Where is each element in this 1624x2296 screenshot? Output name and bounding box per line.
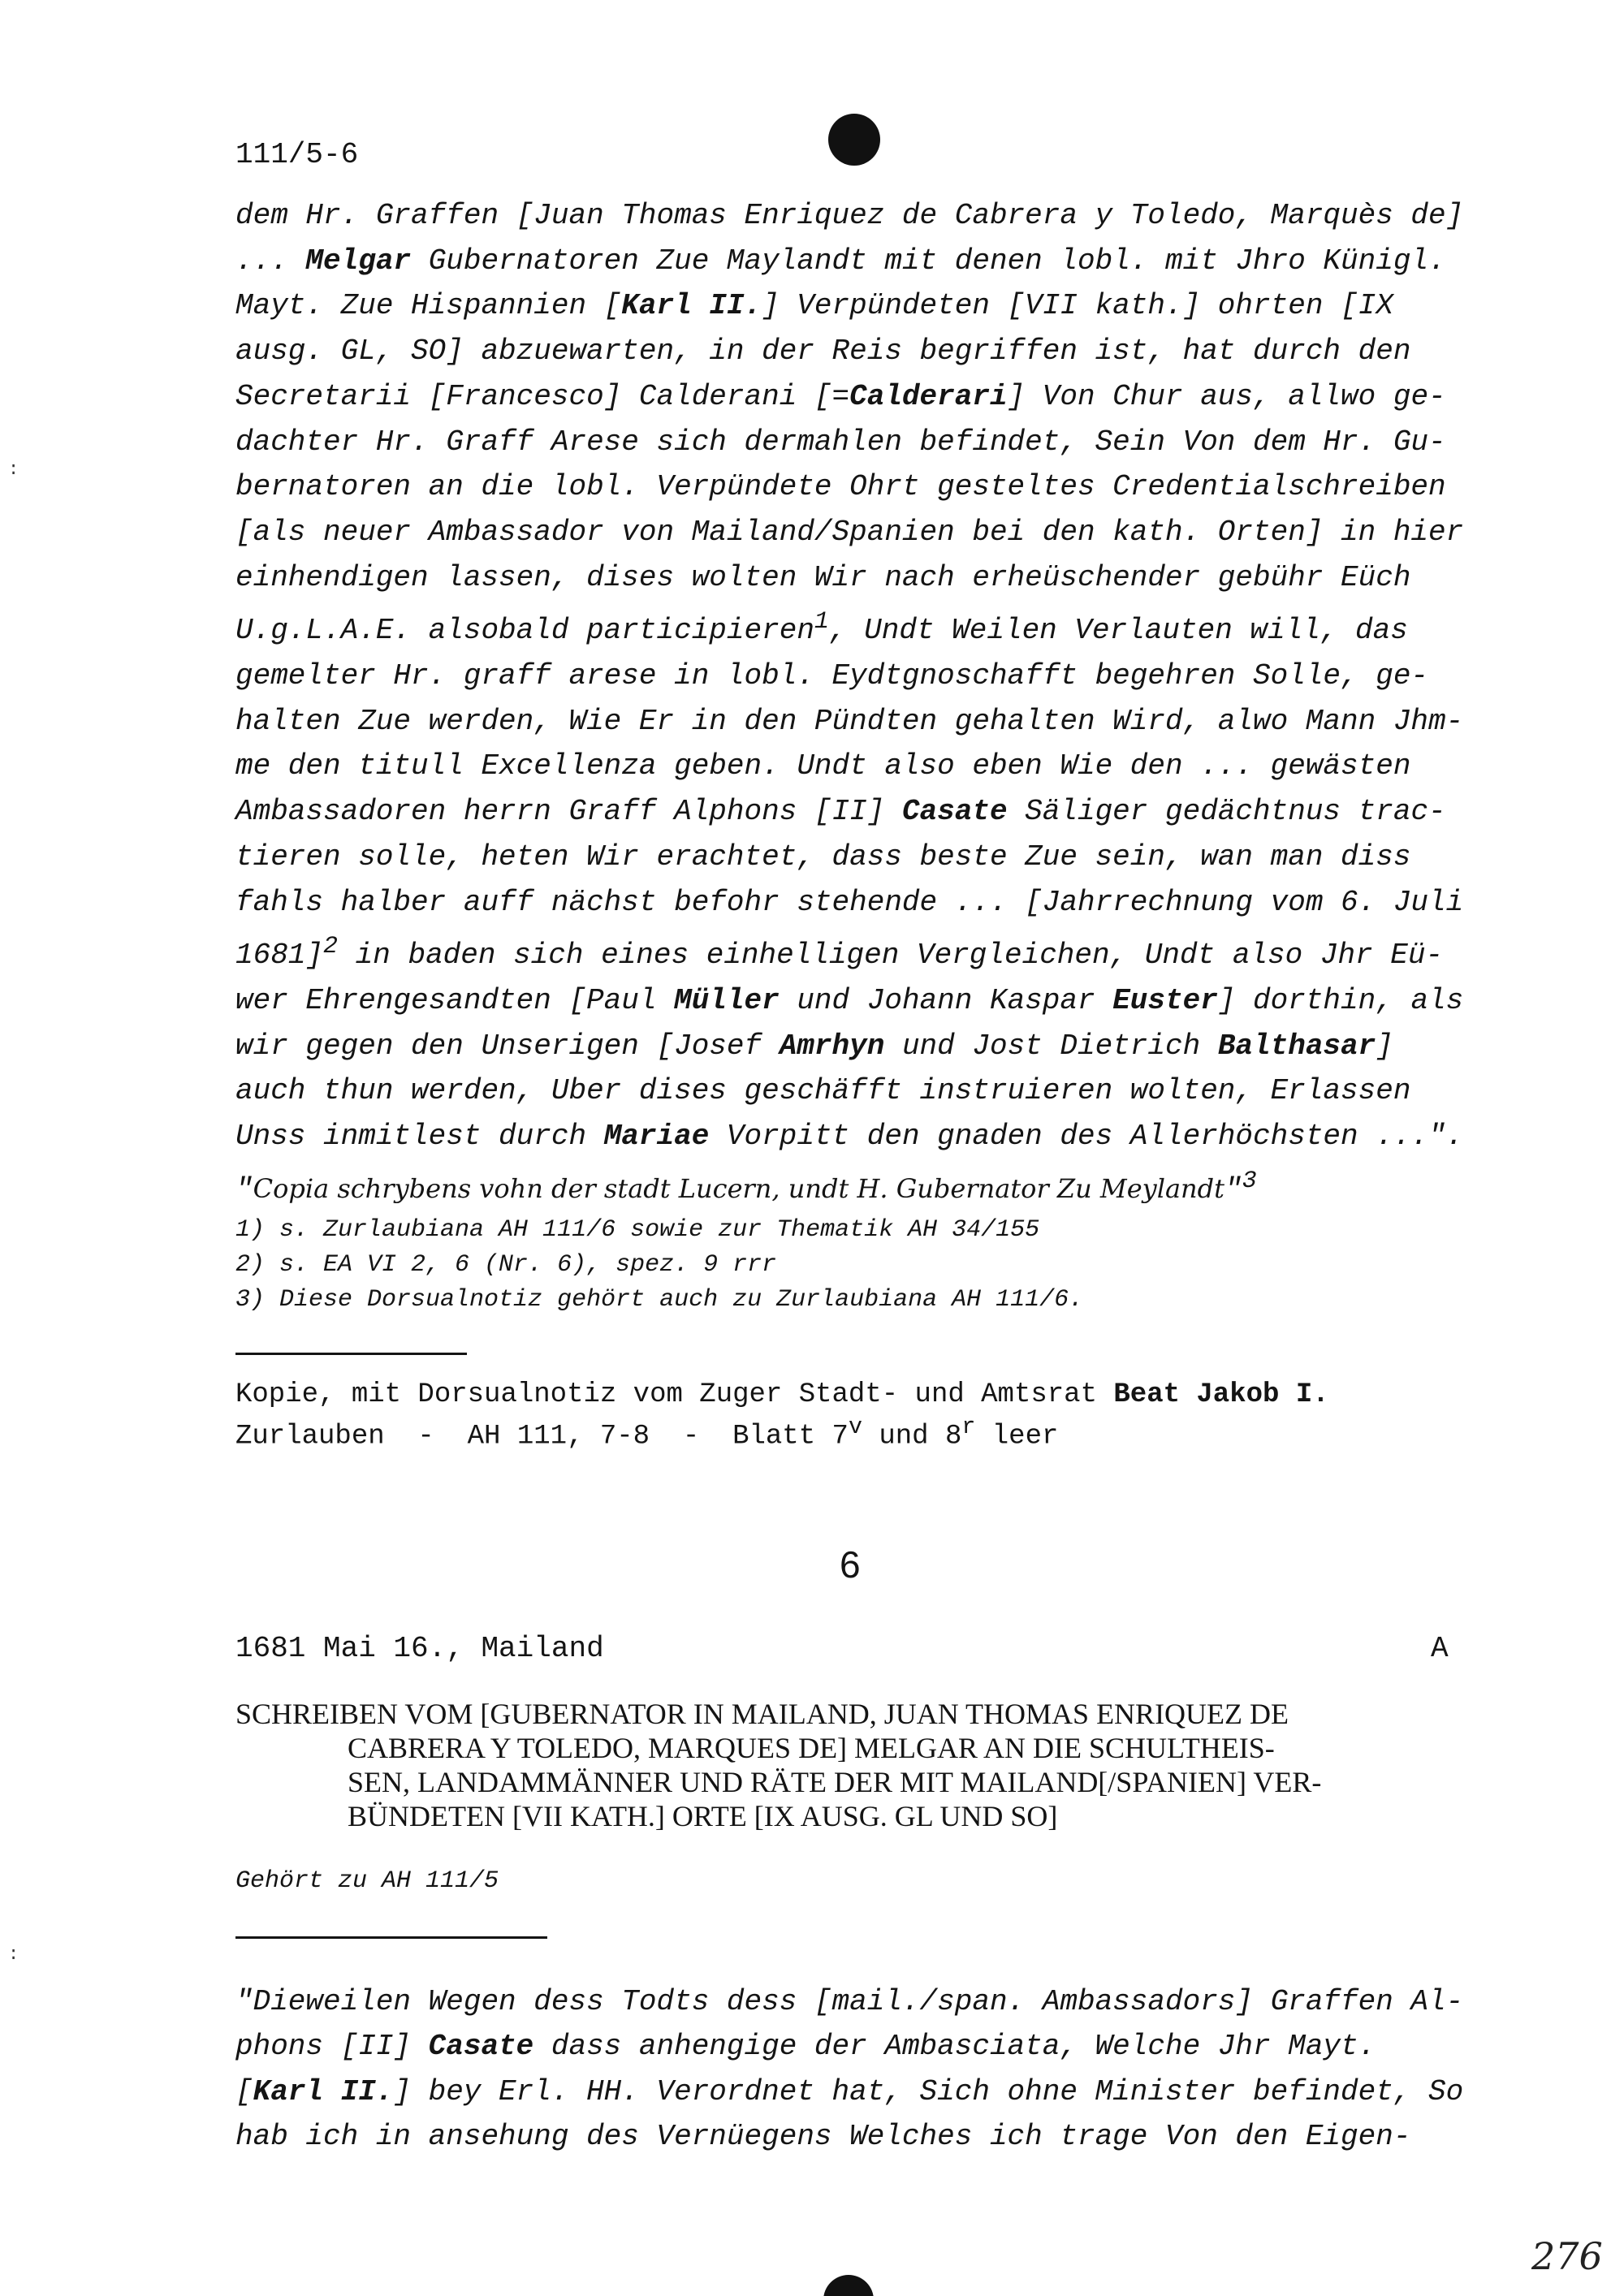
body-line: fahls halber auff nächst befohr stehende ... [Jahrrechnung vom 6. Juli: [235, 885, 1464, 919]
body-line: "Copia schrybens vohn der stadt Lucern, undt H. Gubernator Zu Meylandt"$^3$: [235, 1167, 1257, 1206]
handwritten-page-number: 276: [1531, 2234, 1603, 2278]
footnote-line: 3) Diese Dorsualnotiz gehört auch zu Zurlaubiana AH 111/6.: [235, 1286, 1084, 1314]
document-number: 6: [840, 1543, 861, 1586]
footnote-marker: v: [848, 1413, 862, 1440]
letter-line: "Dieweilen Wegen dess Todts dess [mail./span. Ambassadors] Graffen Al-: [235, 1985, 1464, 2018]
section-divider: [235, 1936, 547, 1939]
name-bold: Müller: [674, 983, 780, 1017]
body-line: Ambassadoren herrn Graff Alphons [II] Casate Säliger gedächtnus trac-: [235, 795, 1446, 829]
body-line: 1681]$^2$ in baden sich eines einhelligen Vergleichen, Undt also Jhr Eü-: [235, 933, 1444, 973]
body-line: gemelter Hr. graff arese in lobl. Eydtgnoschafft begehren Solle, ge-: [235, 659, 1429, 693]
footnote-line: 2) s. EA VI 2, 6 (Nr. 6), spez. 9 rrr: [235, 1251, 777, 1279]
body-line: ... Melgar Gubernatoren Zue Maylandt mit denen lobl. mit Jhro Künigl.: [235, 244, 1446, 278]
letter-line: phons [II] Casate dass anhengige der Ambasciata, Welche Jhr Mayt.: [235, 2030, 1376, 2064]
edge-mark: :: [8, 1944, 19, 1965]
name-bold: Mariae: [603, 1120, 710, 1154]
footnote-divider: [235, 1353, 467, 1355]
source-line: Kopie, mit Dorsualnotiz vom Zuger Stadt- und Amtsrat Beat Jakob I.: [235, 1379, 1329, 1410]
regest-line: CABRERA Y TOLEDO, MARQUES DE] MELGAR AN DIE SCHULTHEIS-: [348, 1732, 1275, 1764]
footnote-marker: 3: [1242, 1167, 1257, 1195]
transcription-body: [235, 193, 1463, 1212]
name-bold: Beat Jakob I.: [1113, 1379, 1329, 1410]
letter-body: [235, 1979, 1463, 2159]
regest-line: BÜNDETEN [VII KATH.] ORTE [IX AUSG. GL UND SO]: [348, 1800, 1058, 1832]
body-line: wir gegen den Unserigen [Josef Amrhyn und Jost Dietrich Balthasar]: [235, 1029, 1393, 1063]
date-place: 1681 Mai 16., Mailand: [235, 1632, 604, 1665]
regest-heading: [235, 1697, 1321, 1833]
source-note: [235, 1379, 1329, 1452]
document-id: 111/5-6: [235, 138, 359, 171]
name-bold: Karl II.: [253, 2074, 394, 2108]
handwritten-dorsal-note: Copia schrybens vohn der stadt Lucern, undt H. Gubernator Zu Meylandt: [253, 1172, 1224, 1204]
body-line: tieren solle, heten Wir erachtet, dass beste Zue sein, wan man diss: [235, 839, 1411, 874]
body-line: dem Hr. Graffen [Juan Thomas Enriquez de Cabrera y Toledo, Marquès de]: [235, 199, 1464, 232]
body-line: [als neuer Ambassador von Mailand/Spanien bei den kath. Orten] in hier: [235, 515, 1464, 549]
body-line: auch thun werden, Uber dises geschäfft instruieren wolten, Erlassen: [235, 1074, 1411, 1108]
name-bold: Karl II.: [621, 289, 762, 323]
footnote-marker: 1: [814, 608, 829, 637]
body-line: halten Zue werden, Wie Er in den Pündten gehalten Wird, alwo Mann Jhm-: [235, 704, 1464, 738]
body-line: wer Ehrengesandten [Paul Müller und Johann Kaspar Euster] dorthin, als: [235, 983, 1464, 1017]
source-line: Zurlauben - AH 111, 7-8 - Blatt 7$^v$ und 8$^r$ leer: [235, 1413, 1059, 1452]
footnote-line: 1) s. Zurlaubiana AH 111/6 sowie zur Thematik AH 34/155: [235, 1216, 1040, 1244]
belongs-to-note: Gehört zu AH 111/5: [235, 1867, 499, 1895]
body-line: bernatoren an die lobl. Verpündete Ohrt gesteltes Credentialschreiben: [235, 470, 1446, 504]
regest-line: SEN, LANDAMMÄNNER UND RÄTE DER MIT MAILAND[/SPANIEN] VER-: [348, 1766, 1322, 1798]
body-line: Unss inmitlest durch Mariae Vorpitt den gnaden des Allerhöchsten ...".: [235, 1120, 1464, 1154]
body-line: dachter Hr. Graff Arese sich dermahlen befindet, Sein Von dem Hr. Gu-: [235, 425, 1446, 459]
document-letter: A: [1431, 1632, 1449, 1665]
letter-line: [Karl II.] bey Erl. HH. Verordnet hat, Sich ohne Minister befindet, So: [235, 2074, 1464, 2108]
name-bold: Euster: [1112, 983, 1218, 1017]
footnote-marker: 2: [323, 933, 339, 961]
body-line: ausg. GL, SO] abzuewarten, in der Reis begriffen ist, hat durch den: [235, 334, 1411, 369]
edge-mark: :: [8, 460, 19, 480]
name-bold: Casate: [428, 2030, 534, 2064]
body-line: U.g.L.A.E. alsobald participieren$^1$, Undt Weilen Verlauten will, das: [235, 608, 1408, 648]
name-bold: Balthasar: [1217, 1029, 1376, 1063]
punch-hole-top: [828, 114, 880, 166]
footnotes: [235, 1213, 1083, 1318]
name-bold: Amrhyn: [779, 1029, 885, 1063]
footnote-marker: r: [961, 1413, 976, 1440]
letter-line: hab ich in ansehung des Vernüegens Welches ich trage Von den Eigen-: [235, 2119, 1411, 2153]
name-bold: Casate: [901, 795, 1008, 829]
name-bold: Melgar: [305, 244, 412, 278]
name-bold: Calderari: [849, 379, 1008, 413]
regest-line: SCHREIBEN VOM [GUBERNATOR IN MAILAND, JUAN THOMAS ENRIQUEZ DE: [235, 1698, 1289, 1730]
body-line: Mayt. Zue Hispannien [Karl II.] Verpündeten [VII kath.] ohrten [IX: [235, 289, 1393, 323]
body-line: einhendigen lassen, dises wolten Wir nach erheüschender gebühr Eüch: [235, 560, 1411, 594]
body-line: Secretarii [Francesco] Calderani [=Calderari] Von Chur aus, allwo ge-: [235, 379, 1446, 413]
punch-hole-bottom: [823, 2275, 874, 2296]
body-line: me den titull Excellenza geben. Undt also eben Wie den ... gewästen: [235, 749, 1411, 783]
